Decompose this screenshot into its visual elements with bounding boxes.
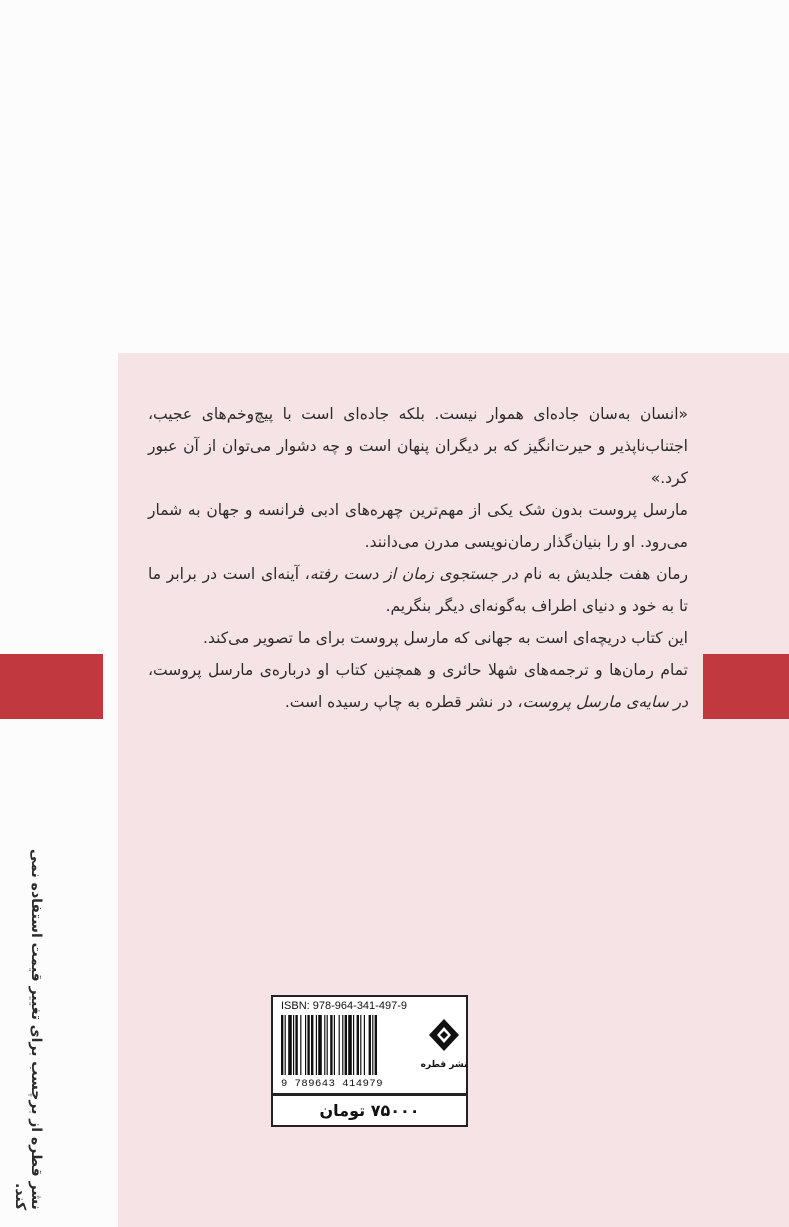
price-text: ۷۵۰۰۰ تومان	[319, 1101, 420, 1120]
blurb-paragraph-3: این کتاب دریچه‌ای است به جهانی که مارسل پروست برای ما تصویر می‌کند.	[203, 629, 688, 647]
barcode-bar	[281, 1015, 283, 1075]
blurb-paragraph-1: مارسل پروست بدون شک یکی از مهم‌ترین چهره‌های ادبی فرانسه و جهان به شمار می‌رود. او را بنیان‌گذار رمان‌نویسی مدرن می‌دانند.	[148, 501, 688, 551]
barcode-bar	[364, 1015, 365, 1075]
barcode-bar	[293, 1015, 294, 1075]
red-accent-bar-left	[0, 654, 103, 719]
barcode-bar	[360, 1015, 361, 1075]
barcode-digits: 9 789643 414979	[281, 1078, 384, 1090]
blurb-quote: «انسان به‌سان جاده‌ای هموار نیست. بلکه جاده‌ای است با پیچ‌وخم‌های عجیب، اجتناب‌ناپذیر و حیرت‌انگیز که بر دیگران پنهان است و چه دشوار می‌توان از آن عبور کرد.»	[148, 405, 688, 487]
book-title-italic: در سایه‌ی مارسل پروست	[522, 693, 688, 711]
red-accent-bar-right	[703, 654, 789, 719]
price-box	[271, 1095, 468, 1127]
blurb-paragraph-4	[148, 654, 688, 718]
book-title-italic: در جستجوی زمان از دست رفته	[309, 565, 518, 583]
isbn-label: ISBN: 978-964-341-497-9	[281, 1000, 407, 1012]
price-label-note: نشر قطره از برچسب برای تغییر قیمت استفاده نمی کند.	[12, 849, 44, 1210]
paragraph-text: تمام رمان‌ها و ترجمه‌های شهلا حائری و همچنین کتاب او درباره‌ی مارسل پروست،	[148, 661, 688, 679]
barcode-bar	[327, 1015, 328, 1075]
publisher-logo-text: نشر قطره	[420, 1060, 468, 1070]
barcode-bar	[353, 1015, 354, 1075]
barcode-icon	[281, 1015, 413, 1075]
barcode-box	[271, 995, 468, 1095]
barcode-bar	[318, 1015, 322, 1075]
barcode-bar	[285, 1015, 286, 1075]
blurb-paragraph-2	[148, 558, 688, 622]
blurb-text	[148, 398, 688, 718]
barcode-bar	[300, 1015, 301, 1075]
barcode-bar	[357, 1015, 359, 1075]
publisher-logo	[420, 1015, 468, 1075]
barcode-bar	[295, 1015, 297, 1075]
barcode-bar	[316, 1015, 317, 1075]
barcode-bar	[369, 1015, 371, 1075]
barcode-bar	[307, 1015, 309, 1075]
barcode-bar	[348, 1015, 352, 1075]
barcode-bar	[342, 1015, 343, 1075]
barcode-bar	[345, 1015, 347, 1075]
paragraph-text: ، آینه‌ای است در برابر ما تا به خود و دنیای اطراف به‌گونه‌ای دیگر بنگریم.	[148, 565, 688, 615]
barcode-bar	[311, 1015, 313, 1075]
barcode-bar	[330, 1015, 332, 1075]
barcode-bar	[375, 1015, 377, 1075]
barcode-bar	[372, 1015, 373, 1075]
barcode-bar	[339, 1015, 340, 1075]
barcode-bar	[305, 1015, 306, 1075]
barcode-bar	[334, 1015, 335, 1075]
paragraph-text: رمان هفت جلدیش به نام	[517, 565, 689, 583]
barcode-bar	[288, 1015, 292, 1075]
paragraph-text: ، در نشر قطره به چاپ رسیده است.	[284, 693, 523, 711]
barcode-bar	[324, 1015, 325, 1075]
